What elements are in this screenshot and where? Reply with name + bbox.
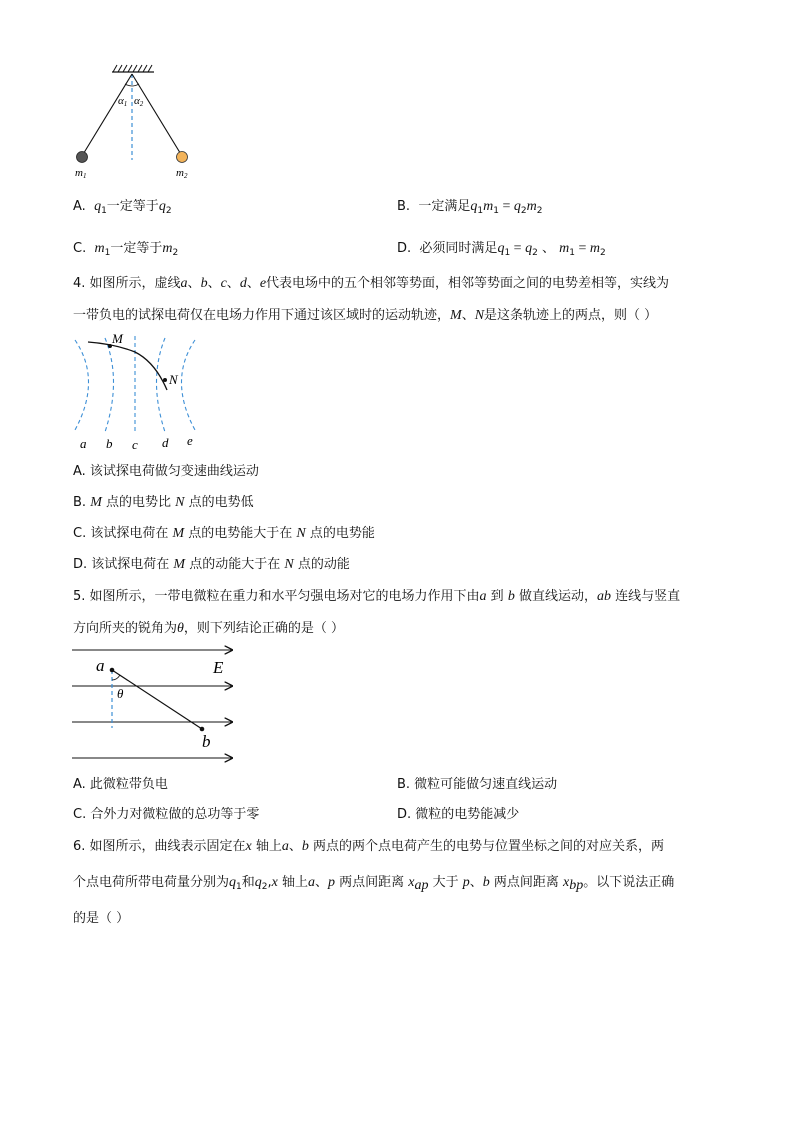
q4-option-c[interactable]: C. 该试探电荷在 M 点的电势能大于在 N 点的电势能 <box>73 526 375 541</box>
alpha2-label: α2 <box>134 95 144 108</box>
label-M: M <box>112 331 123 346</box>
m1-label: m1 <box>75 167 87 180</box>
label-b: b <box>202 732 211 751</box>
q4-option-d[interactable]: D. 该试探电荷在 M 点的动能大于在 N 点的动能 <box>73 557 350 572</box>
q4-option-a[interactable]: A. 该试探电荷做匀变速曲线运动 <box>73 464 259 479</box>
electric-field-figure <box>70 642 240 767</box>
label-d: d <box>162 435 169 450</box>
q5-option-b[interactable]: B. 微粒可能做匀速直线运动 <box>397 777 558 792</box>
trajectory <box>88 342 167 390</box>
q5-option-a[interactable]: A. 此微粒带负电 <box>73 777 168 792</box>
q3-option-c[interactable]: C. $m_1$一定等于$m_2$ <box>73 241 179 258</box>
q3-option-a[interactable]: A. $q_1$一定等于$q_2$ <box>73 199 172 216</box>
surface-a <box>75 340 89 430</box>
point-b <box>200 727 205 732</box>
ceiling-hatch <box>113 65 152 72</box>
path-ab <box>112 670 202 729</box>
q5-stem-line1: 5. 如图所示，一带电微粒在重力和水平匀强电场对它的电场力作用下由a 到 b 做直线运动，ab 连线与竖直 <box>73 589 681 604</box>
q5-stem-line2: 方向所夹的锐角为θ，则下列结论正确的是（ ） <box>73 621 345 636</box>
ball-m2 <box>177 152 188 163</box>
q4-stem-line2: 一带负电的试探电荷仅在电场力作用下通过该区域时的运动轨迹，M、N是这条轨迹上的两点，则（ ） <box>73 308 658 323</box>
label-N: N <box>169 372 178 387</box>
surface-b <box>105 338 114 432</box>
q6-stem-line2: 个点电荷所带电荷量分别为$q_1$和$q_2,x$ 轴上a、p 两点间距离 $x_{ap}$ 大于 p、b 两点间距离 $x_{bp}$。以下说法正确 <box>73 875 675 893</box>
label-a: a <box>80 436 87 451</box>
string-left <box>82 74 132 156</box>
point-a <box>110 668 115 673</box>
label-c: c <box>132 437 138 452</box>
label-E: E <box>213 658 224 677</box>
surface-d <box>157 338 166 432</box>
label-a: a <box>96 656 105 675</box>
q6-stem-line1: 6. 如图所示，曲线表示固定在x 轴上a、b 两点的两个点电荷产生的电势与位置坐标之间的对应关系，两 <box>73 839 665 854</box>
alpha1-label: α1 <box>118 95 128 108</box>
q5-option-d[interactable]: D. 微粒的电势能减少 <box>397 807 520 822</box>
m2-label: m2 <box>176 167 188 180</box>
q3-option-d[interactable]: D. 必须同时满足$q_1 = q_2$ 、 $m_1 = m_2$ <box>397 241 606 258</box>
surface-e <box>182 340 196 430</box>
point-N <box>163 378 167 382</box>
q6-stem-line3: 的是（ ） <box>73 911 130 926</box>
label-b: b <box>106 436 113 451</box>
q3-option-b[interactable]: B. 一定满足$q_1m_1 = q_2m_2$ <box>397 199 543 216</box>
pendulum-figure <box>70 60 210 185</box>
theta-arc <box>112 675 120 680</box>
q4-stem-line1: 4. 如图所示，虚线a、b、c、d、e代表电场中的五个相邻等势面，相邻等势面之间的电势差相等，实线为 <box>73 276 670 291</box>
q4-option-b[interactable]: B. M 点的电势比 N 点的电势低 <box>73 495 254 510</box>
q5-option-c[interactable]: C. 合外力对微粒做的总功等于零 <box>73 807 260 822</box>
label-theta: θ <box>117 686 124 701</box>
label-e: e <box>187 433 193 448</box>
string-right <box>132 74 182 156</box>
ball-m1 <box>77 152 88 163</box>
equipotential-figure <box>70 330 210 455</box>
